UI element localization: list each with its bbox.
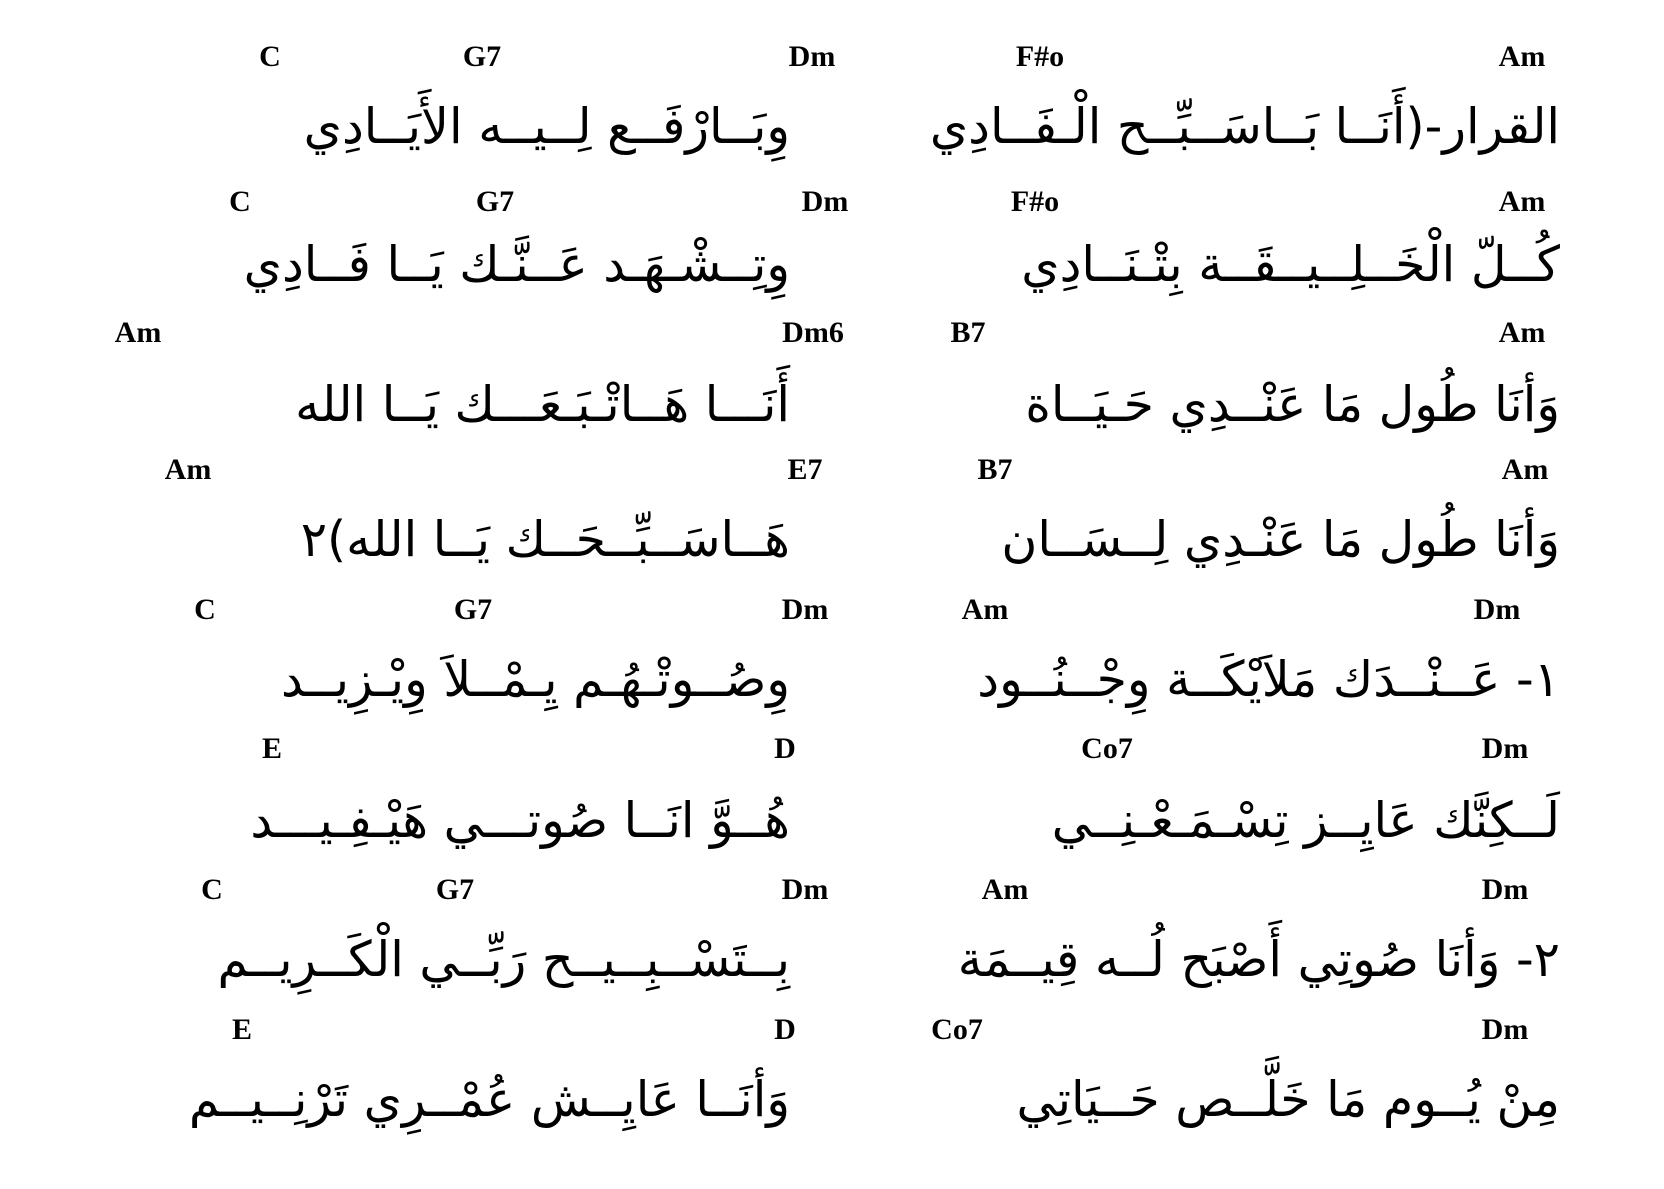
lyric-right-half: كُــلّ الْخَــلِــيــقَــة بِتْـنَــادِي: [1021, 236, 1560, 293]
chord-label: C: [229, 185, 251, 218]
lyric-left-half: وَأنَــا عَايِــش عُمْــرِي تَرْنِــيــم: [188, 1071, 790, 1128]
lyric-right-half: وَأنَا طُول مَا عَنْـدِي لِــسَــان: [1001, 511, 1560, 568]
chord-label: Dm: [1481, 1013, 1529, 1046]
chord-label: Dm: [781, 873, 829, 906]
chord-label: Co7: [931, 1013, 983, 1046]
lyric-right-half: وَأنَا طُول مَا عَنْــدِي حَـيَــاة: [1025, 376, 1560, 433]
chord-label: Am: [981, 873, 1029, 906]
lyric-right-half: ٢- وَأنَا صُوتِي أَصْبَح لُــه قِيــمَة: [957, 931, 1560, 988]
chord-label: B7: [977, 453, 1013, 486]
chord-label: E: [261, 732, 282, 765]
chord-label: Dm6: [782, 316, 844, 349]
lyric-right-half: مِنْ يُــوم مَا خَلَّــص حَــيَاتِي: [1016, 1071, 1560, 1128]
chord-label: B7: [950, 316, 986, 349]
chord-label: C: [194, 593, 216, 626]
lyric-left-half: أَنَـــا هَــاتْـبَـعَـــك يَــا الله: [295, 376, 790, 433]
chord-label: Am: [164, 453, 212, 486]
chord-label: E: [231, 1013, 252, 1046]
chord-label: Dm: [1481, 873, 1529, 906]
lyric-right-half: لَــكِنَّك عَايِــز تِسْـمَـعْـنِــي: [1051, 792, 1560, 849]
lyric-left-half: وِصُــوتْـهُـم يِـمْــلاَ وِيْـزِيــد: [280, 651, 790, 708]
chord-label: D: [774, 1013, 796, 1046]
chord-label: E7: [787, 453, 823, 486]
chord-label: Am: [1498, 316, 1546, 349]
chord-label: C: [201, 873, 223, 906]
lyric-left-half: وِبَــارْفَــع لِــيــه الأَيَــادِي: [303, 98, 790, 155]
chord-label: Co7: [1081, 732, 1133, 765]
chord-label: Am: [1498, 40, 1546, 73]
lyric-left-half: هُــوَّ انَــا صُوتـــي هَيْـفِـيـــد: [250, 792, 790, 849]
chord-label: Am: [1498, 185, 1546, 218]
chord-label: D: [774, 732, 796, 765]
chord-label: Am: [114, 316, 162, 349]
chord-label: G7: [435, 873, 475, 906]
chord-label: C: [259, 40, 281, 73]
chord-label: G7: [462, 40, 502, 73]
chord-label: G7: [453, 593, 493, 626]
lyric-left-half: هَــاسَــبِّــحَــك يَــا الله)٢: [300, 511, 790, 568]
chord-label: Dm: [1481, 732, 1529, 765]
chord-label: Dm: [788, 40, 836, 73]
chord-label: Dm: [801, 185, 849, 218]
chord-label: F#o: [1015, 40, 1065, 73]
chord-label: F#o: [1010, 185, 1060, 218]
chord-label: Dm: [781, 593, 829, 626]
chord-label: Am: [1501, 453, 1549, 486]
lyric-left-half: بِــتَسْــبِــيــح رَبِّــي الْكَــرِيــم: [217, 931, 790, 988]
lyric-right-half: القرار-(أَنَــا بَــاسَــبِّــح الْـفَــادِي: [929, 98, 1560, 155]
chord-label: Dm: [1473, 593, 1521, 626]
lyric-right-half: ١- عَــنْــدَك مَلاَيْكَــة وِجْــنُــود: [977, 651, 1560, 708]
chord-label: Am: [961, 593, 1009, 626]
chord-label: G7: [475, 185, 515, 218]
lyric-left-half: وِتِــشْـهَـد عَــنَّـك يَــا فَــادِي: [243, 236, 790, 293]
